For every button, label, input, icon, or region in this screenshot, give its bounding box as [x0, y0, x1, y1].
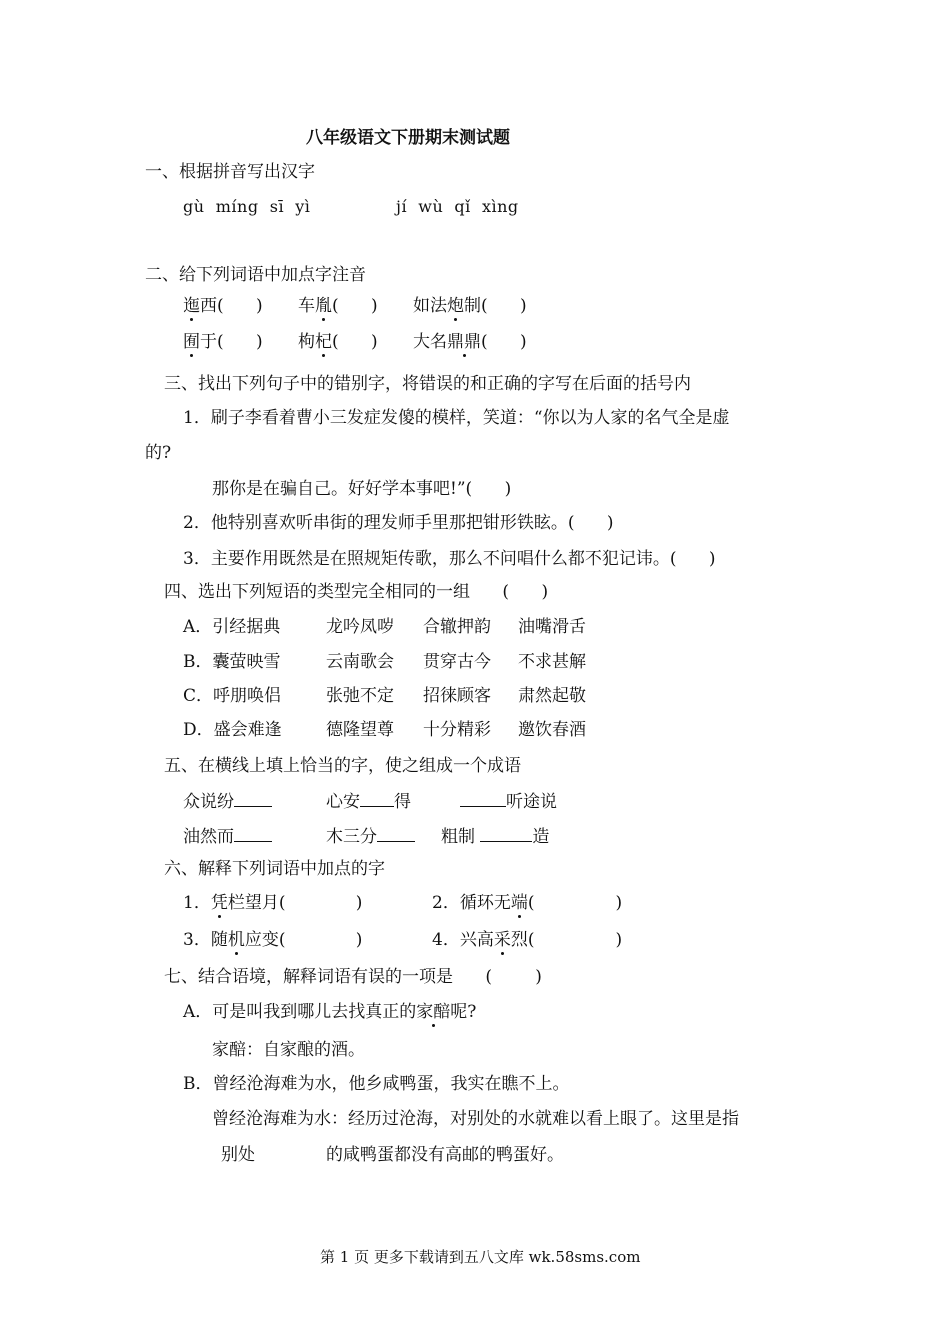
section-1-heading: 一、根据拼音写出汉字 [145, 162, 315, 182]
word-item: 车胤( ) [298, 296, 378, 316]
page-footer: 第 1 页 更多下载请到五八文库 wk.58sms.com [320, 1248, 641, 1266]
word-item: 囿于( ) [183, 332, 263, 352]
dotted-char: 家醅 [416, 1002, 451, 1022]
option-c-3: 招徕顾客 [423, 686, 491, 706]
explain-item-2: 2．循环无端( ) [432, 893, 623, 913]
dotted-char: 鼎鼎 [447, 332, 481, 352]
option-d-2: 德隆望尊 [326, 720, 394, 740]
option-b-2: 云南歌会 [326, 652, 394, 672]
option-a-2: 龙吟凤哕 [326, 617, 394, 637]
fill-blank-line [460, 790, 506, 807]
explain-item-1: 1．凭栏望月( ) [183, 893, 363, 913]
question-2: 2．他特别喜欢听串街的理发师手里那把钳形铁眩。( ) [183, 513, 614, 533]
fill-blank-line [360, 790, 394, 807]
pinyin-group-2: jí wù qǐ xìng [396, 197, 519, 216]
explain-item-4: 4．兴高采烈( ) [432, 930, 623, 950]
dotted-char: 迤 [183, 296, 200, 316]
dotted-char: 采 [493, 930, 511, 950]
section-3-heading: 三、找出下列句子中的错别字，将错误的和正确的字写在后面的括号内 [164, 374, 691, 394]
option-b-3: 贯穿古今 [423, 652, 491, 672]
fill-blank-line [234, 825, 272, 842]
option-d-3: 十分精彩 [423, 720, 491, 740]
idiom-blank-2: 心安 得 [326, 792, 411, 812]
word-item: 如法炮制( ) [413, 296, 527, 316]
fill-blank-line [377, 825, 415, 842]
option-b-1: B．囊萤映雪 [183, 652, 281, 672]
option-a-1: A．引经据典 [183, 617, 281, 637]
idiom-blank-4: 油然而 [183, 825, 272, 847]
fill-blank-line [480, 825, 532, 842]
choice-b-sentence: B．曾经沧海难为水，他乡咸鸭蛋，我实在瞧不上。 [183, 1074, 570, 1094]
choice-b-explanation-1: 曾经沧海难为水：经历过沧海，对别处的水就难以看上眼了。这里是指 [212, 1109, 739, 1129]
pinyin-group-1: gù míng sī yì [183, 197, 311, 216]
choice-b-explanation-2a: 别处 [221, 1145, 255, 1165]
section-7-heading: 七、结合语境，解释词语有误的一项是 ( ) [164, 967, 542, 987]
dotted-char: 端 [510, 893, 528, 913]
question-1-line-1: 1．刷子李看着曹小三发症发傻的模样，笑道：“你以为人家的名气全是虚 [183, 408, 730, 428]
option-d-4: 邀饮春酒 [518, 720, 586, 740]
dotted-char: 机 [227, 930, 245, 950]
option-c-2: 张弛不定 [326, 686, 394, 706]
choice-a-explanation: 家醅：自家酿的酒。 [212, 1040, 365, 1060]
idiom-blank-1: 众说纷 [183, 790, 272, 812]
idiom-blank-5: 木三分 [326, 825, 415, 847]
word-item: 迤西( ) [183, 296, 263, 316]
word-item: 枸杞( ) [298, 332, 378, 352]
question-1-line-3: 那你是在骗自己。好好学本事吧!”( ) [212, 479, 512, 499]
dotted-char: 杞 [315, 332, 332, 352]
section-2-heading: 二、给下列词语中加点字注音 [145, 265, 366, 285]
dotted-char: 炮 [447, 296, 464, 316]
idiom-blank-6: 粗制 造 [441, 827, 550, 847]
question-3: 3．主要作用既然是在照规矩传歌，那么不问唱什么都不犯记讳。( ) [183, 549, 716, 569]
choice-b-explanation-2b: 的咸鸭蛋都没有高邮的鸭蛋好。 [326, 1145, 564, 1165]
section-6-heading: 六、解释下列词语中加点的字 [164, 859, 385, 879]
option-b-4: 不求甚解 [518, 652, 586, 672]
word-item: 大名鼎鼎( ) [413, 332, 527, 352]
dotted-char: 胤 [315, 296, 332, 316]
page-title: 八年级语文下册期末测试题 [306, 128, 510, 148]
question-1-line-2: 的? [145, 443, 172, 463]
option-d-1: D．盛会难逢 [183, 720, 282, 740]
explain-item-3: 3．随机应变( ) [183, 930, 363, 950]
choice-a-sentence: A．可是叫我到哪儿去找真正的家醅呢? [183, 1002, 477, 1022]
option-a-4: 油嘴滑舌 [518, 617, 586, 637]
dotted-char: 凭 [210, 893, 228, 913]
fill-blank-line [234, 790, 272, 807]
dotted-char: 囿 [183, 332, 200, 352]
idiom-blank-3: 听途说 [460, 790, 557, 812]
section-5-heading: 五、在横线上填上恰当的字，使之组成一个成语 [164, 756, 521, 776]
option-c-1: C．呼朋唤侣 [183, 686, 282, 706]
option-c-4: 肃然起敬 [518, 686, 586, 706]
option-a-3: 合辙押韵 [423, 617, 491, 637]
section-4-heading: 四、选出下列短语的类型完全相同的一组 ( ) [164, 582, 549, 602]
